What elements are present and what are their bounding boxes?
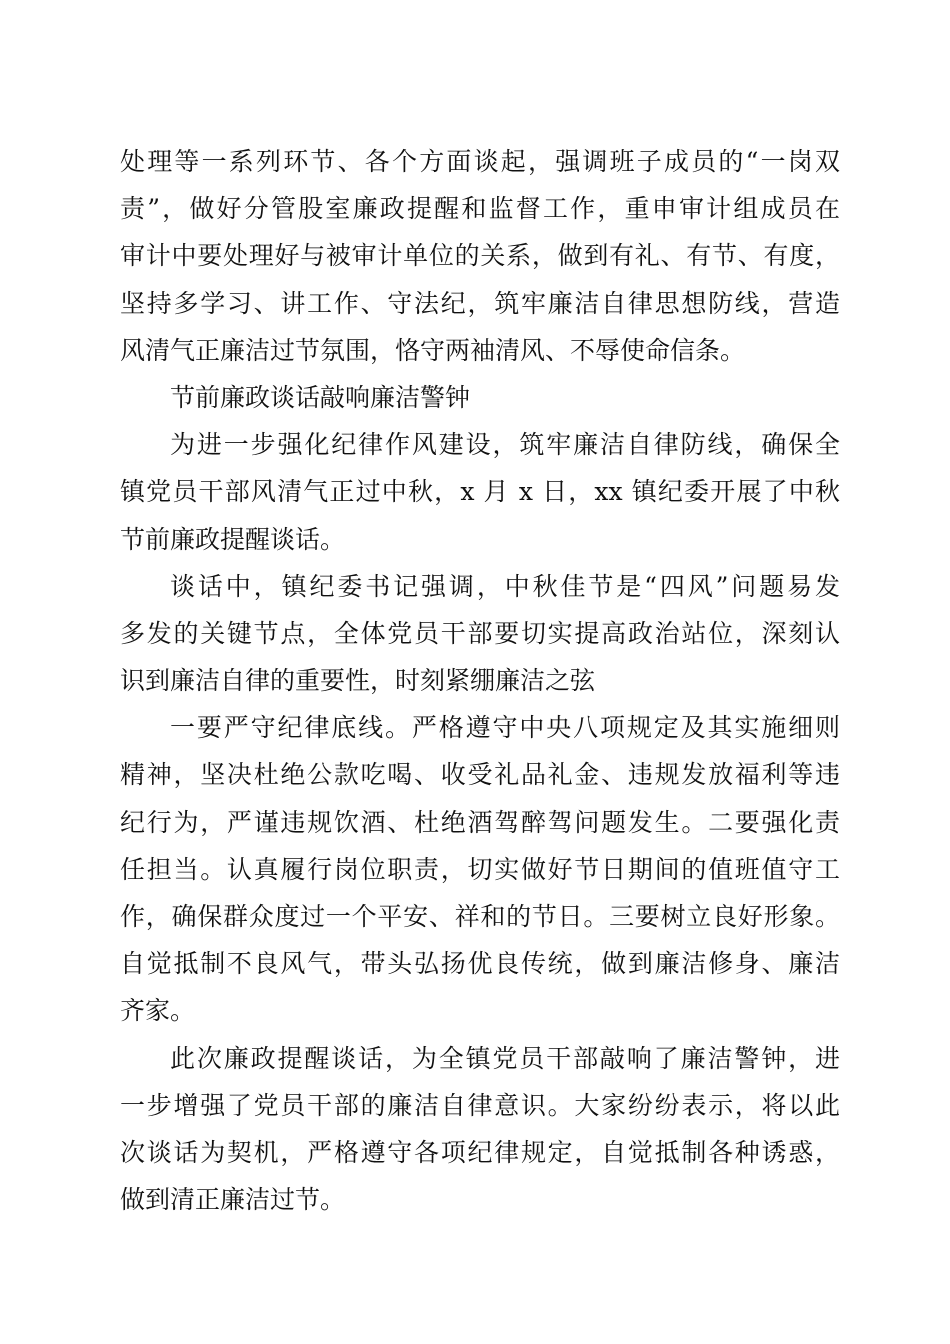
text-line: 齐家。 <box>120 996 196 1026</box>
text-line: 谈话中，镇纪委书记强调，中秋佳节是“四风”问题易发 <box>170 571 840 601</box>
text-line: 识到廉洁自律的重要性，时刻紧绷廉洁之弦 <box>120 666 596 696</box>
text-line: 纪行为，严谨违规饮酒、杜绝酒驾醉驾问题发生。二要强化责 <box>120 807 840 837</box>
text-line: 多发的关键节点，全体党员干部要切实提高政治站位，深刻认 <box>120 618 840 648</box>
heading-text: 节前廉政谈话敲响廉洁警钟 <box>170 382 471 412</box>
text-line: 一步增强了党员干部的廉洁自律意识。大家纷纷表示，将以此 <box>120 1090 840 1120</box>
paragraph <box>120 563 840 705</box>
text-line: 一要严守纪律底线。严格遵守中央八项规定及其实施细则 <box>170 713 840 743</box>
paragraph <box>120 421 840 563</box>
text-line: 镇党员干部风清气正过中秋，x 月 x 日，xx 镇纪委开展了中秋 <box>120 477 840 507</box>
text-line: 作，确保群众度过一个平安、祥和的节日。三要树立良好形象。 <box>120 902 840 931</box>
text-line: 为进一步强化纪律作风建设，筑牢廉洁自律防线，确保全 <box>170 430 840 460</box>
text-line: 次谈话为契机，严格遵守各项纪律规定，自觉抵制各种诱惑， <box>120 1137 840 1167</box>
text-line: 坚持多学习、讲工作、守法纪，筑牢廉洁自律思想防线，营造 <box>120 288 840 318</box>
text-line: 自觉抵制不良风气，带头弘扬优良传统，做到廉洁修身、廉洁 <box>120 949 840 979</box>
text-line: 精神，坚决杜绝公款吃喝、收受礼品礼金、违规发放福利等违 <box>120 760 840 790</box>
text-line: 风清气正廉洁过节氛围，恪守两袖清风、不辱使命信条。 <box>120 335 746 365</box>
paragraph-continued <box>120 138 840 374</box>
text-line: 审计中要处理好与被审计单位的关系，做到有礼、有节、有度， <box>120 241 840 271</box>
text-line: 处理等一系列环节、各个方面谈起，强调班子成员的“一岗双 <box>120 147 840 176</box>
text-line: 任担当。认真履行岗位职责，切实做好节日期间的值班值守工 <box>120 854 840 884</box>
text-line: 节前廉政提醒谈话。 <box>120 524 346 554</box>
paragraph <box>120 1035 840 1224</box>
text-line: 责”，做好分管股室廉政提醒和监督工作，重申审计组成员在 <box>120 194 840 224</box>
text-line: 做到清正廉洁过节。 <box>120 1185 346 1215</box>
paragraph <box>120 704 840 1034</box>
section-heading <box>120 374 840 421</box>
text-line: 此次廉政提醒谈话，为全镇党员干部敲响了廉洁警钟，进 <box>170 1043 840 1073</box>
document-body <box>120 138 840 1223</box>
